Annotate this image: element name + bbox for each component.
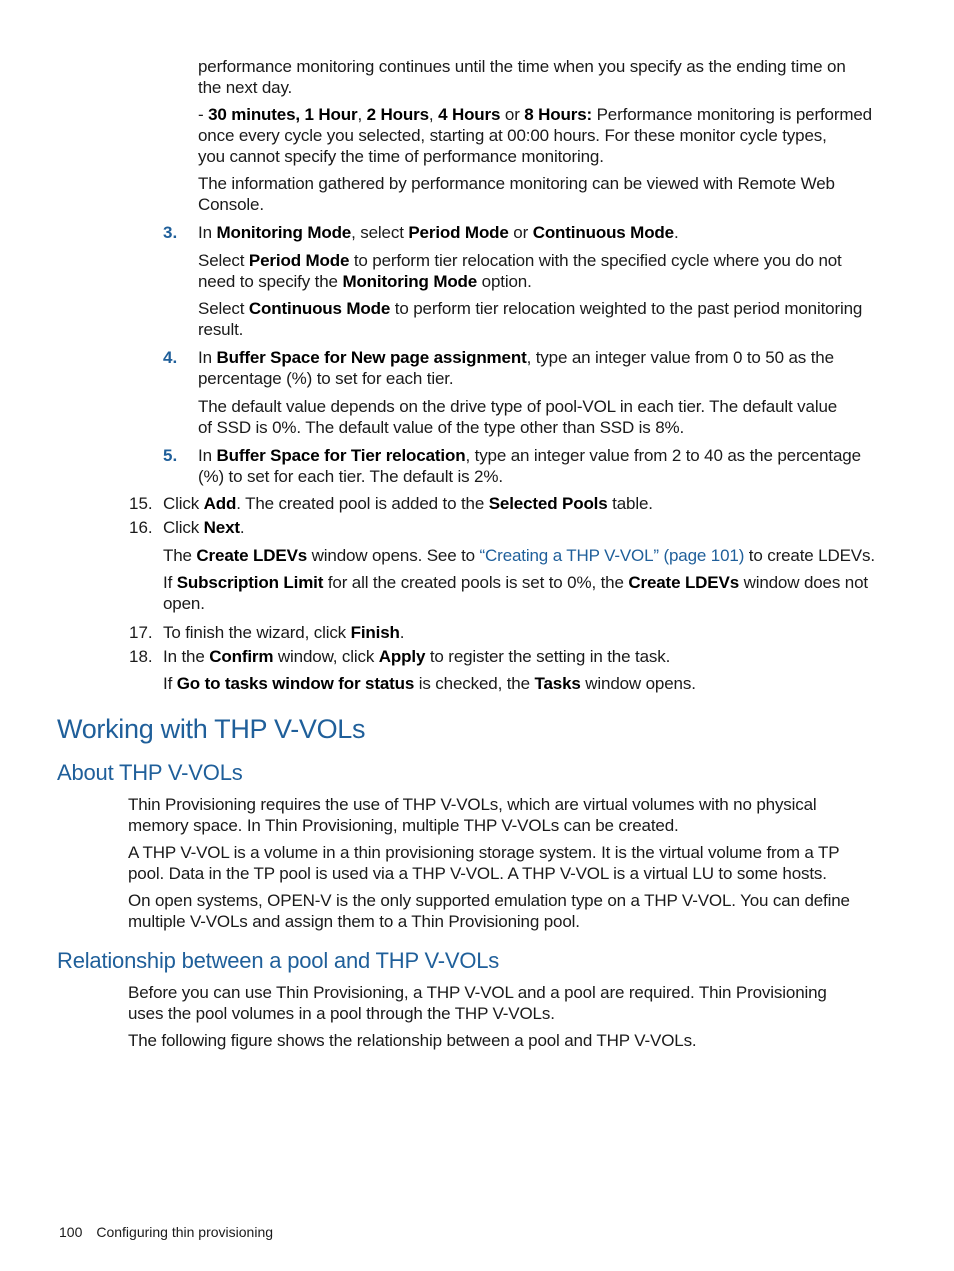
step-text: In the Confirm window, click Apply to register the setting in the task.: [163, 647, 671, 666]
subsection-heading: About THP V-VOLs: [57, 760, 243, 785]
paragraph-line: If Subscription Limit for all the created pools is set to 0%, the Create LDEVs window does not: [163, 573, 868, 592]
subsection-heading: Relationship between a pool and THP V-VOLs: [57, 948, 500, 973]
paragraph-line: If Go to tasks window for status is checked, the Tasks window opens.: [163, 674, 696, 693]
paragraph-line: the next day.: [198, 78, 293, 97]
step-text: Click Next.: [163, 518, 245, 537]
paragraph-line: multiple V-VOLs and assign them to a Thin Provisioning pool.: [128, 912, 580, 931]
paragraph-line: of SSD is 0%. The default value of the type other than SSD is 8%.: [198, 418, 685, 437]
paragraph-line: (%) to set for each tier. The default is 2%.: [198, 467, 503, 486]
page-footer: [59, 1223, 273, 1241]
paragraph-line: you cannot specify the time of performance monitoring.: [198, 147, 604, 166]
step-number: 5.: [163, 446, 178, 465]
paragraph-line: performance monitoring continues until the time when you specify as the ending time on: [198, 57, 846, 76]
paragraph-line: result.: [198, 320, 244, 339]
step-number: 17.: [129, 623, 153, 642]
step-text: Click Add. The created pool is added to the Selected Pools table.: [163, 494, 653, 513]
chapter-title: Configuring thin provisioning: [96, 1224, 274, 1240]
paragraph-line: On open systems, OPEN-V is the only supported emulation type on a THP V-VOL. You can define: [128, 891, 850, 910]
paragraph-line: Before you can use Thin Provisioning, a THP V-VOL and a pool are required. Thin Provisioning: [128, 983, 827, 1002]
step-text: In Buffer Space for New page assignment, type an integer value from 0 to 50 as the: [198, 348, 834, 367]
paragraph-line: - 30 minutes, 1 Hour, 2 Hours, 4 Hours or 8 Hours: Performance monitoring is performed: [198, 105, 872, 124]
step-number: 16.: [129, 518, 153, 537]
paragraph-line: Thin Provisioning requires the use of THP V-VOLs, which are virtual volumes with no physical: [128, 795, 817, 814]
paragraph-line: open.: [163, 594, 205, 613]
paragraph-line: once every cycle you selected, starting at 00:00 hours. For these monitor cycle types,: [198, 126, 827, 145]
step-text: To finish the wizard, click Finish.: [163, 623, 405, 642]
paragraph-line: The information gathered by performance monitoring can be viewed with Remote Web: [198, 174, 835, 193]
step-text: In Monitoring Mode, select Period Mode or Continuous Mode.: [198, 223, 679, 242]
paragraph-line: Select Period Mode to perform tier relocation with the specified cycle where you do not: [198, 251, 842, 270]
paragraph-line: pool. Data in the TP pool is used via a THP V-VOL. A THP V-VOL is a virtual LU to some hosts.: [128, 864, 827, 883]
step-number: 18.: [129, 647, 153, 666]
step-number: 3.: [163, 223, 178, 242]
page-number: 100: [59, 1224, 83, 1240]
paragraph-line: The default value depends on the drive type of pool-VOL in each tier. The default value: [198, 397, 838, 416]
paragraph-line: The Create LDEVs window opens. See to “Creating a THP V-VOL” (page 101) to create LDEVs.: [163, 546, 875, 565]
step-number: 4.: [163, 348, 178, 367]
paragraph-line: need to specify the Monitoring Mode option.: [198, 272, 532, 291]
paragraph-line: percentage (%) to set for each tier.: [198, 369, 454, 388]
paragraph-line: uses the pool volumes in a pool through the THP V-VOLs.: [128, 1004, 555, 1023]
paragraph-line: Select Continuous Mode to perform tier relocation weighted to the past period monitoring: [198, 299, 863, 318]
paragraph-line: The following figure shows the relationship between a pool and THP V-VOLs.: [128, 1031, 697, 1050]
step-number: 15.: [129, 494, 153, 513]
paragraph-line: A THP V-VOL is a volume in a thin provisioning storage system. It is the virtual volume from a TP: [128, 843, 840, 862]
paragraph-line: Console.: [198, 195, 264, 214]
step-text: In Buffer Space for Tier relocation, type an integer value from 2 to 40 as the percentage: [198, 446, 861, 465]
section-heading: Working with THP V-VOLs: [57, 714, 366, 744]
cross-reference-link[interactable]: “Creating a THP V-VOL” (page 101): [479, 546, 745, 565]
paragraph-line: memory space. In Thin Provisioning, multiple THP V-VOLs can be created.: [128, 816, 679, 835]
